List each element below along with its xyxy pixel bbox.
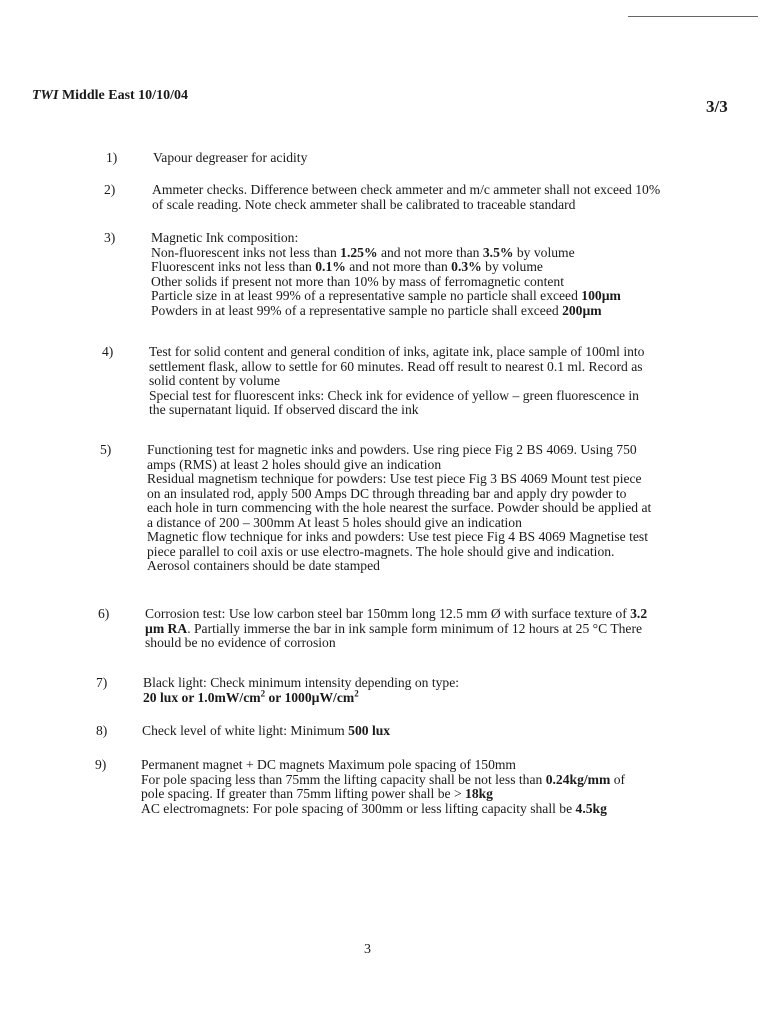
text-line: [149, 345, 644, 360]
text-run: Vapour degreaser for acidity: [153, 150, 308, 165]
text-run: . Partially immerse the bar in ink sample form minimum of 12 hours at 25 °C There: [187, 620, 643, 636]
item-text: [142, 724, 390, 739]
text-run: amps (RMS) at least 2 holes should give an indication: [147, 456, 442, 472]
text-line: [145, 636, 647, 651]
text-run: Permanent magnet + DC magnets Maximum pole spacing of 150mm: [141, 757, 517, 772]
item-text: [152, 183, 660, 212]
text-run: and not more than: [345, 259, 452, 274]
text-line: [153, 151, 307, 166]
text-run: Magnetic flow technique for inks and powders: Use test piece Fig 4 BS 4069 Magnetise test: [147, 529, 648, 544]
text-line: [143, 676, 459, 691]
item-number: 8): [96, 723, 108, 738]
item-text: [143, 676, 459, 705]
text-line: [141, 787, 625, 802]
bold-value: 2: [354, 687, 359, 698]
text-run: solid content by volume: [149, 373, 281, 388]
text-run: settlement flask, allow to settle for 60 minutes. Read off result to nearest 0.1 ml. Record as: [149, 358, 643, 374]
item-text: [153, 151, 307, 166]
bold-value: 0.3%: [451, 259, 482, 274]
text-line: [147, 472, 651, 487]
text-line: [147, 516, 651, 531]
text-line: [151, 246, 621, 261]
text-run: should be no evidence of corrosion: [145, 635, 336, 650]
bold-value: 200µm: [562, 302, 602, 318]
text-run: the supernatant liquid. If observed discard the ink: [149, 402, 419, 417]
item-text: [145, 607, 647, 651]
text-line: [147, 501, 651, 516]
text-run: piece parallel to coil axis or use electro-magnets. The hole should give and indication.: [147, 543, 615, 559]
text-line: [149, 374, 644, 389]
text-line: [147, 458, 651, 473]
text-line: [152, 183, 660, 198]
page-fraction: 3/3: [706, 97, 728, 116]
item-number: 3): [104, 230, 116, 245]
bold-value: 20 lux or 1.0mW/cm: [143, 689, 261, 705]
bold-value: 100µm: [581, 288, 621, 303]
text-line: [147, 443, 651, 458]
text-run: of: [610, 771, 626, 787]
bold-value: 2: [260, 687, 266, 698]
bold-value: 4.5kg: [575, 800, 607, 816]
text-line: [152, 198, 660, 213]
text-line: [147, 545, 651, 560]
top-rule: [628, 16, 758, 17]
document-header: [32, 88, 188, 104]
item-number: 1): [106, 150, 118, 165]
text-line: [149, 389, 644, 404]
text-run: Black light: Check minimum intensity depending on type:: [143, 675, 460, 690]
text-run: Non-fluorescent inks not less than: [151, 244, 341, 260]
text-line: [141, 773, 625, 788]
text-line: [151, 275, 621, 290]
text-line: [143, 687, 459, 706]
bold-value: 0.24kg/mm: [545, 771, 611, 787]
text-run: Residual magnetism technique for powders: Use test piece Fig 3 BS 4069 Mount test piece: [147, 471, 642, 486]
bold-value: 18kg: [465, 786, 493, 801]
text-run: on an insulated rod, apply 500 Amps DC through threading bar and apply dry powder to: [147, 485, 627, 501]
text-run: AC electromagnets: For pole spacing of 300mm or less lifting capacity shall be: [141, 800, 576, 816]
text-run: Other solids if present not more than 10% by mass of ferromagnetic content: [151, 273, 564, 289]
text-run: Magnetic Ink composition:: [151, 230, 299, 245]
text-line: [151, 260, 621, 275]
text-run: Corrosion test: Use low carbon steel bar 150mm long 12.5 mm Ø with surface texture of: [145, 606, 631, 621]
text-run: Special test for fluorescent inks: Check ink for evidence of yellow – green fluorescence in: [149, 387, 639, 403]
bold-value: µm RA: [145, 620, 188, 636]
bold-value: 1.25%: [340, 244, 378, 260]
text-line: [147, 559, 651, 574]
text-run: each hole in turn commencing with the hole nearest the surface. Powder should be applied at: [147, 500, 652, 515]
text-line: [151, 231, 621, 246]
text-line: [141, 758, 625, 773]
bold-value: 3.2: [630, 606, 648, 621]
bold-value: 3.5%: [482, 244, 514, 260]
text-line: [149, 403, 644, 418]
text-run: by volume: [513, 244, 575, 260]
text-run: and not more than: [377, 244, 483, 260]
twi-logo: TWI: [32, 88, 59, 103]
item-text: [151, 231, 621, 318]
text-run: Particle size in at least 99% of a representative sample no particle shall exceed: [151, 288, 582, 303]
item-number: 5): [100, 442, 112, 457]
text-run: Check level of white light: Minimum: [142, 723, 349, 738]
text-run: Aerosol containers should be date stamped: [147, 558, 380, 573]
item-number: 4): [102, 344, 114, 359]
text-run: For pole spacing less than 75mm the lifting capacity shall be not less than: [141, 771, 546, 787]
text-run: of scale reading. Note check ammeter shall be calibrated to traceable standard: [152, 196, 576, 212]
text-run: a distance of 200 – 300mm At least 5 holes should give an indication: [147, 514, 522, 530]
text-line: [145, 607, 647, 622]
item-number: 7): [96, 675, 108, 690]
text-line: [145, 622, 647, 637]
text-run: Powders in at least 99% of a representative sample no particle shall exceed: [151, 302, 563, 318]
bold-value: or 1000µW/cm: [265, 689, 355, 705]
page-number: 3: [364, 942, 371, 957]
text-run: Ammeter checks. Difference between check ammeter and m/c ammeter shall not exceed 10%: [152, 182, 661, 197]
text-line: [141, 802, 625, 817]
text-line: [147, 530, 651, 545]
header-title: Middle East 10/10/04: [61, 88, 188, 103]
item-number: 6): [98, 606, 110, 621]
text-run: Test for solid content and general condition of inks, agitate ink, place sample of 100ml into: [149, 344, 645, 359]
bold-value: 0.1%: [315, 259, 346, 274]
item-number: 2): [104, 182, 116, 197]
text-line: [147, 487, 651, 502]
text-run: Fluorescent inks not less than: [151, 259, 316, 274]
item-text: [149, 345, 644, 418]
text-run: by volume: [481, 259, 543, 274]
text-line: [142, 724, 390, 739]
item-number: 9): [95, 757, 107, 772]
text-run: Functioning test for magnetic inks and powders. Use ring piece Fig 2 BS 4069. Using 750: [147, 442, 637, 457]
text-line: [149, 360, 644, 375]
text-line: [151, 304, 621, 319]
text-line: [151, 289, 621, 304]
text-run: pole spacing. If greater than 75mm lifting power shall be >: [141, 786, 466, 801]
bold-value: 500 lux: [348, 723, 391, 738]
item-text: [141, 758, 625, 816]
item-text: [147, 443, 651, 574]
